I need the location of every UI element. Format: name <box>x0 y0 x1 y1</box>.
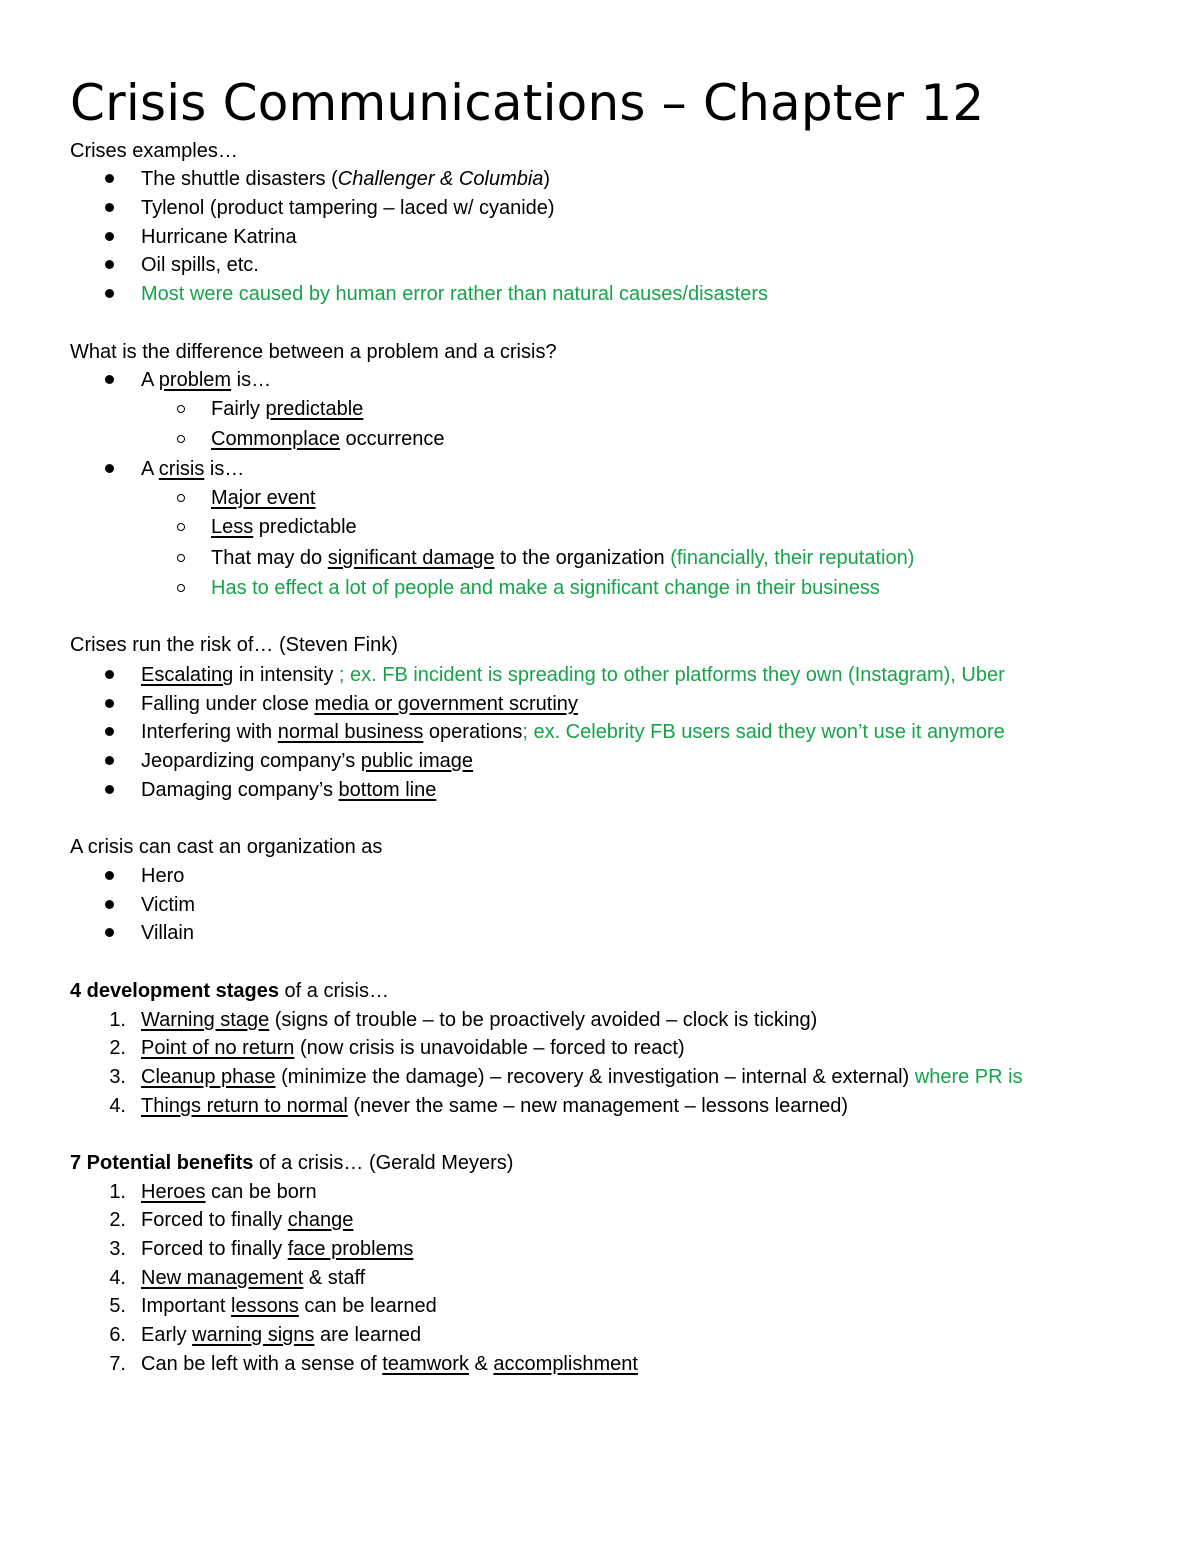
list-item: The shuttle disasters (Challenger & Columbia) <box>141 168 551 190</box>
numbered-list-item: Important lessons can be learned <box>141 1295 437 1317</box>
bullet-icon <box>105 900 114 909</box>
bullet-icon <box>105 756 114 765</box>
page-title: Crisis Communications – Chapter 12 <box>70 74 985 132</box>
list-item: A crisis is… <box>141 458 245 480</box>
list-number: 2. <box>109 1037 126 1059</box>
list-item: Falling under close media or government scrutiny <box>141 693 578 715</box>
sub-list-item: Commonplace occurrence <box>211 428 445 450</box>
list-item: Hurricane Katrina <box>141 226 297 248</box>
list-number: 4. <box>109 1095 126 1117</box>
bullet-icon <box>105 699 114 708</box>
bullet-icon <box>105 289 114 298</box>
sub-list-item: Major event <box>211 487 316 509</box>
list-item: Oil spills, etc. <box>141 254 259 276</box>
section-heading-risks: Crises run the risk of… (Steven Fink) <box>70 634 398 656</box>
numbered-list-item: Forced to finally face problems <box>141 1238 414 1260</box>
sub-list-item: That may do significant damage to the organization (financially, their reputation) <box>211 547 915 569</box>
circle-bullet-icon <box>177 494 185 502</box>
list-number: 3. <box>109 1066 126 1088</box>
bullet-icon <box>105 727 114 736</box>
numbered-list-item: Things return to normal (never the same – new management – lessons learned) <box>141 1095 849 1117</box>
numbered-list-item: New management & staff <box>141 1267 366 1289</box>
list-number: 1. <box>109 1009 126 1031</box>
bullet-icon <box>105 464 114 473</box>
bullet-icon <box>105 375 114 384</box>
list-item: Jeopardizing company’s public image <box>141 750 474 772</box>
list-item: Tylenol (product tampering – laced w/ cyanide) <box>141 197 555 219</box>
bullet-icon <box>105 203 114 212</box>
list-item: Damaging company’s bottom line <box>141 779 437 801</box>
list-number: 6. <box>109 1324 126 1346</box>
section-heading-development-stages: 4 development stages of a crisis… <box>70 980 389 1002</box>
sub-list-item: Less predictable <box>211 516 357 538</box>
section-heading-potential-benefits: 7 Potential benefits of a crisis… (Gerald Meyers) <box>70 1152 514 1174</box>
bullet-icon <box>105 871 114 880</box>
bullet-icon <box>105 670 114 679</box>
sub-list-item-note: Has to effect a lot of people and make a significant change in their business <box>211 577 880 599</box>
list-item-note: Most were caused by human error rather than natural causes/disasters <box>141 283 768 305</box>
numbered-list-item: Heroes can be born <box>141 1181 317 1203</box>
list-number: 1. <box>109 1181 126 1203</box>
list-item: Victim <box>141 894 196 916</box>
numbered-list-item: Point of no return (now crisis is unavoidable – forced to react) <box>141 1037 685 1059</box>
list-item: A problem is… <box>141 369 272 391</box>
list-number: 7. <box>109 1353 126 1375</box>
list-item: Hero <box>141 865 185 887</box>
section-heading-cast-as: A crisis can cast an organization as <box>70 836 383 858</box>
numbered-list-item: Warning stage (signs of trouble – to be proactively avoided – clock is ticking) <box>141 1009 818 1031</box>
list-number: 5. <box>109 1295 126 1317</box>
circle-bullet-icon <box>177 435 185 443</box>
numbered-list-item: Cleanup phase (minimize the damage) – recovery & investigation – internal & external) where PR is <box>141 1066 1023 1088</box>
bullet-icon <box>105 260 114 269</box>
bullet-icon <box>105 928 114 937</box>
section-heading-crises-examples: Crises examples… <box>70 140 238 162</box>
sub-list-item: Fairly predictable <box>211 398 364 420</box>
bullet-icon <box>105 232 114 241</box>
circle-bullet-icon <box>177 554 185 562</box>
bullet-icon <box>105 785 114 794</box>
list-item: Villain <box>141 922 194 944</box>
circle-bullet-icon <box>177 584 185 592</box>
circle-bullet-icon <box>177 405 185 413</box>
list-number: 3. <box>109 1238 126 1260</box>
numbered-list-item: Can be left with a sense of teamwork & accomplishment <box>141 1353 638 1375</box>
section-heading-problem-vs-crisis: What is the difference between a problem and a crisis? <box>70 341 557 363</box>
numbered-list-item: Forced to finally change <box>141 1209 354 1231</box>
numbered-list-item: Early warning signs are learned <box>141 1324 422 1346</box>
bullet-icon <box>105 174 114 183</box>
list-number: 2. <box>109 1209 126 1231</box>
list-item: Interfering with normal business operations; ex. Celebrity FB users said they won’t use it anymore <box>141 721 1005 743</box>
list-item: Escalating in intensity ; ex. FB incident is spreading to other platforms they own (Instagram), Uber <box>141 664 1005 686</box>
circle-bullet-icon <box>177 523 185 531</box>
list-number: 4. <box>109 1267 126 1289</box>
